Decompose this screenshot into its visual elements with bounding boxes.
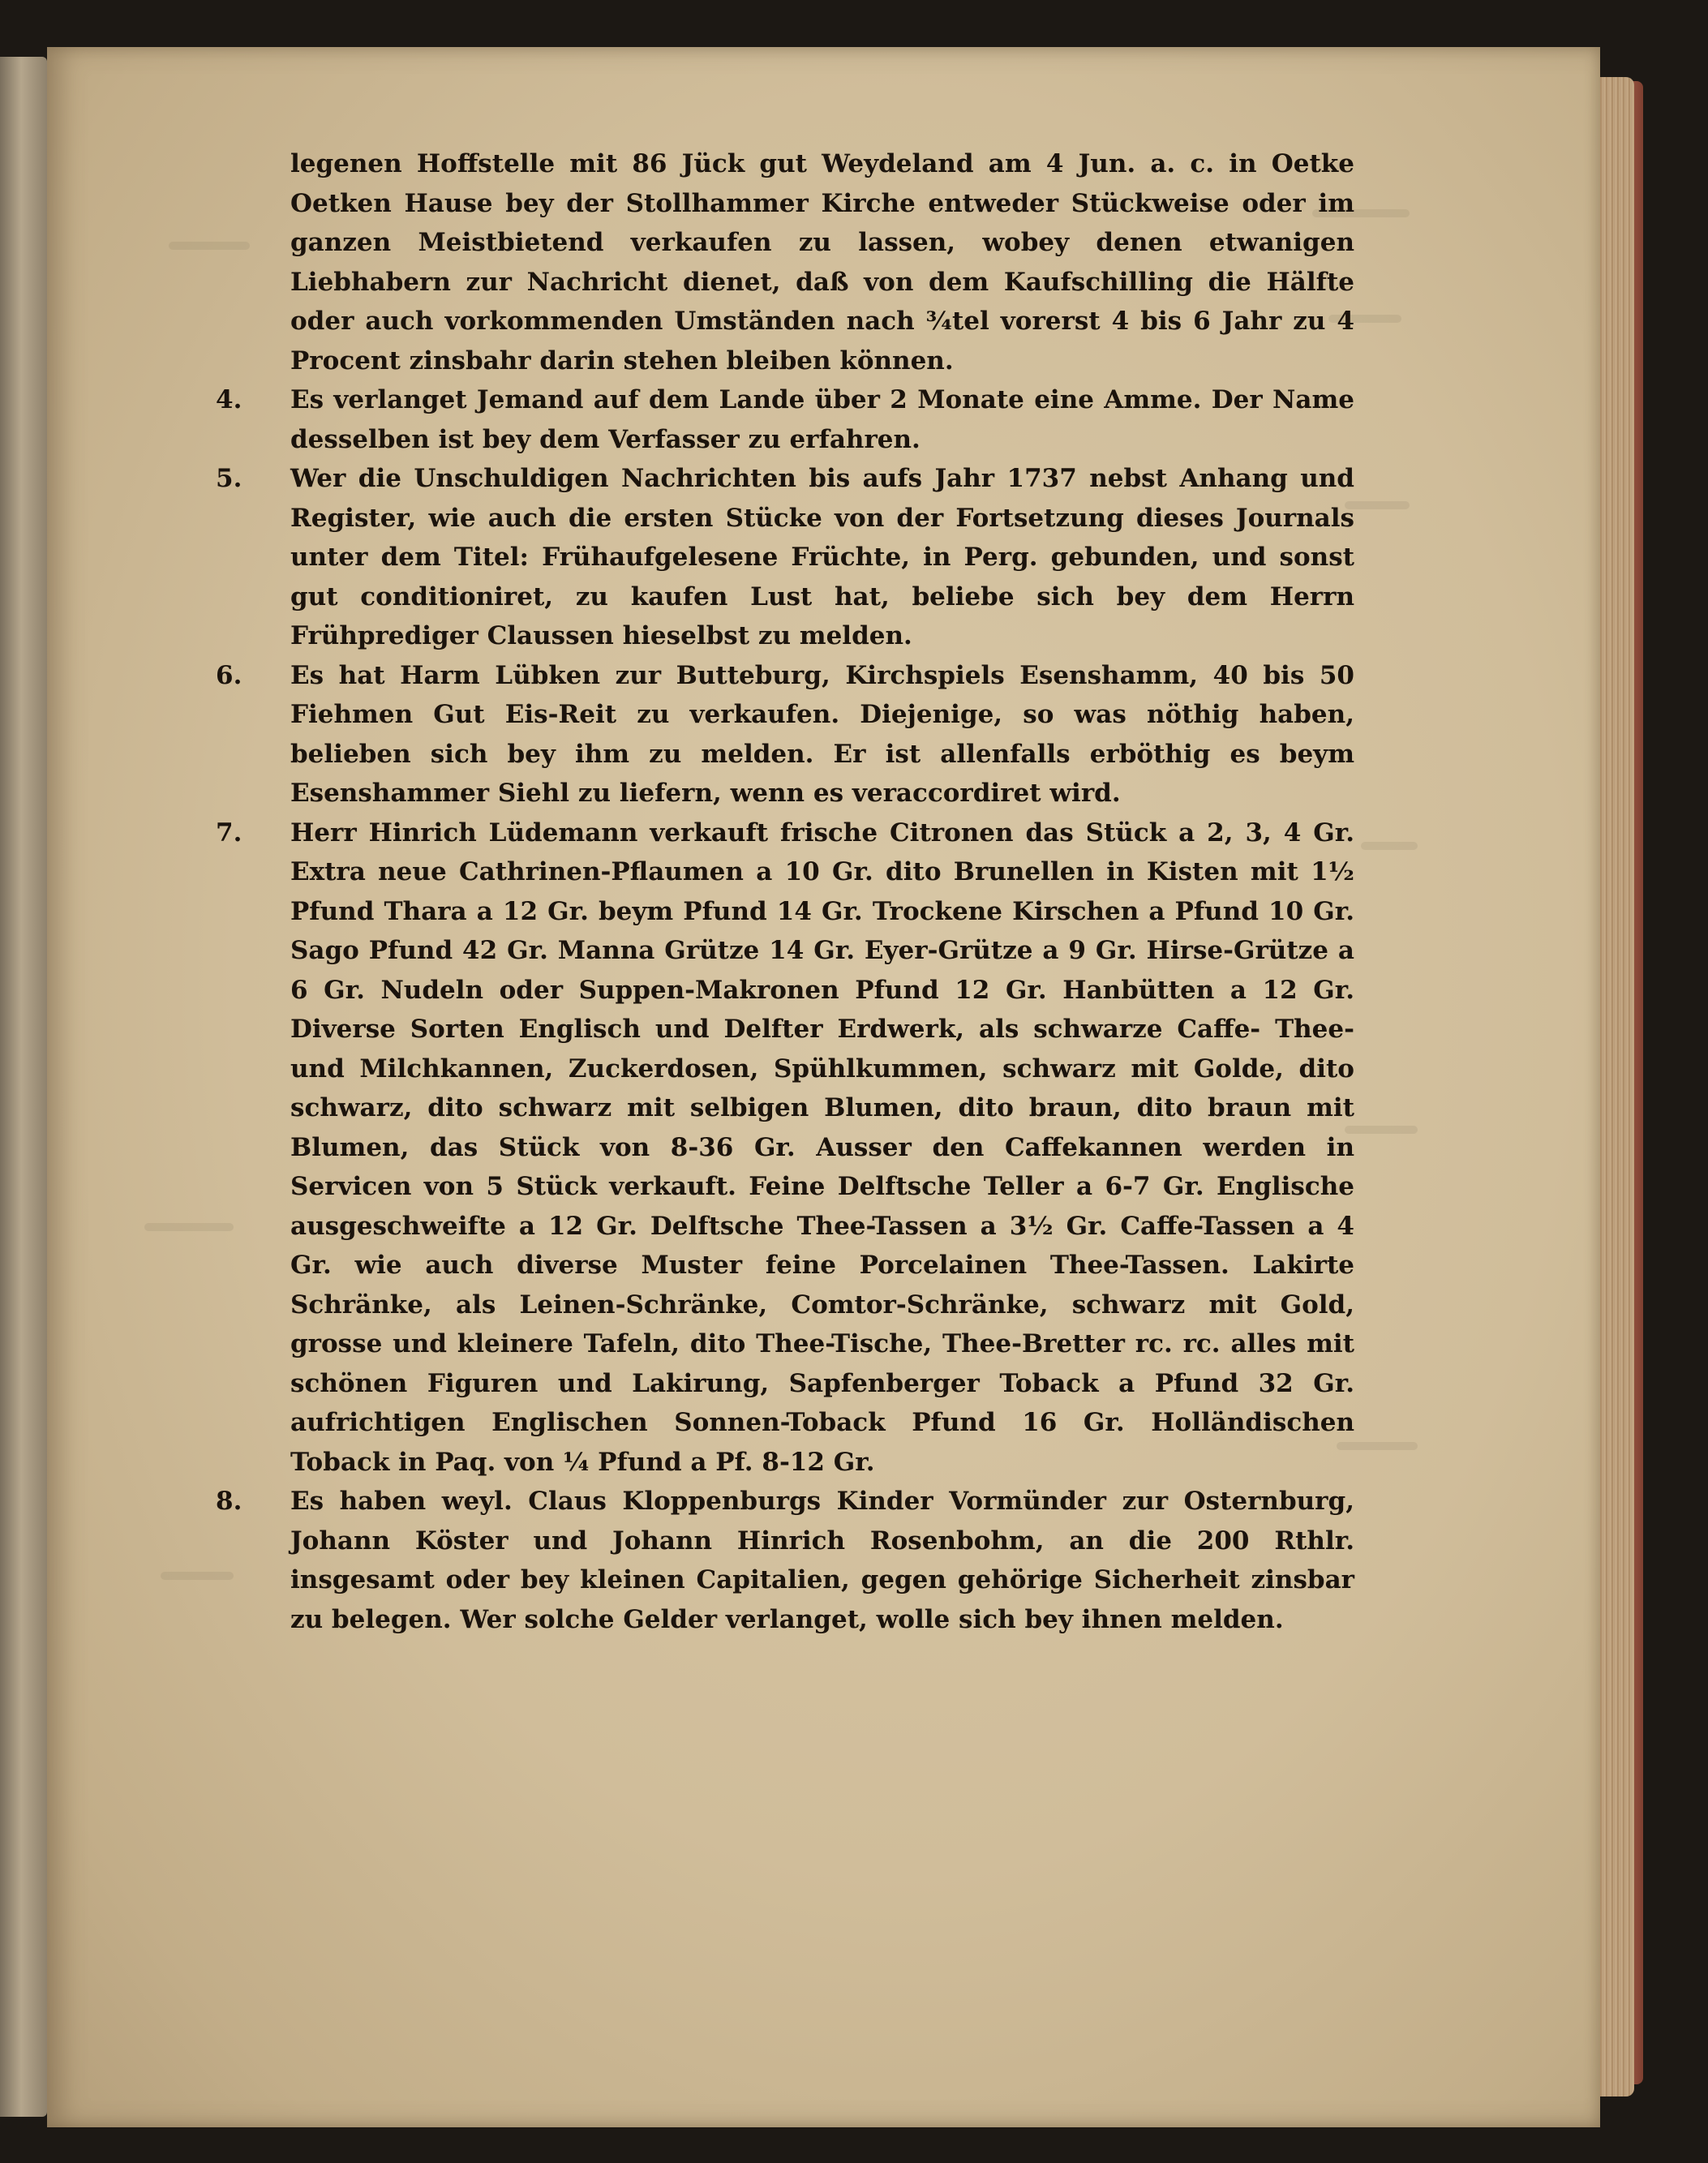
bleed-through-mark: [1361, 842, 1418, 850]
entry-4: [216, 380, 1354, 459]
entry-text: Wer die Unschuldigen Nachrichten bis aufs Jahr 1737 nebst Anhang und Register, wie auch die ersten Stücke von der Fortsetzung dieses Journals unter dem Titel: Frühaufgelesene Früchte, in Perg. gebunden, und sonst gut conditioniret, zu kaufen Lust hat, beliebe sich bey dem Herrn Frühprediger Claussen hieselbst zu melden.: [290, 464, 1354, 650]
bleed-through-mark: [1345, 501, 1410, 509]
entry-number: 8.: [216, 1487, 242, 1516]
entry-number: 7.: [216, 818, 242, 848]
entry-6: [216, 656, 1354, 813]
page-text: [216, 144, 1354, 1639]
entry-text: Herr Hinrich Lüdemann verkauft frische Citronen das Stück a 2, 3, 4 Gr. Extra neue Cathrinen-Pflaumen a 10 Gr. dito Brunellen in Kisten mit 1½ Pfund Thara a 12 Gr. beym Pfund 14 Gr. Trockene Kirschen a Pfund 10 Gr. Sago Pfund 42 Gr. Manna Grütze 14 Gr. Eyer-Grütze a 9 Gr. Hirse-Grütze a 6 Gr. Nudeln oder Suppen-Makronen Pfund 12 Gr. Hanbütten a 12 Gr. Diverse Sorten Englisch und Delfter Erdwerk, als schwarze Caffe- Thee- und Milchkannen, Zuckerdosen, Spühlkummen, schwarz mit Golde, dito schwarz, dito schwarz mit selbigen Blumen, dito braun, dito braun mit Blumen, das Stück von 8-36 Gr. Ausser den Caffekannen werden in Servicen von 5 Stück verkauft. Feine Delftsche Teller a 6-7 Gr. Englische ausgeschweifte a 12 Gr. Delftsche Thee-Tassen a 3½ Gr. Caffe-Tassen a 4 Gr. wie auch diverse Muster feine Porcelainen Thee-Tassen. Lakirte Schränke, als Leinen-Schränke, Comtor-Schränke, schwarz mit Gold, grosse und kleinere Tafeln, dito Thee-Tische, Thee-Bretter rc. rc. alles mit schönen Figuren und Lakirung, Sapfenberger Toback a Pfund 32 Gr. aufrichtigen Englischen Sonnen-Toback Pfund 16 Gr. Holländischen Toback in Paq. von ¼ Pfund a Pf. 8-12 Gr.: [290, 818, 1354, 1477]
entry-number: 4.: [216, 385, 242, 414]
entry-text: Es haben weyl. Claus Kloppenburgs Kinder Vormünder zur Osternburg, Johann Köster und Johann Hinrich Rosenbohm, an die 200 Rthlr. insgesamt oder bey kleinen Capitalien, gegen gehörige Sicherheit zinsbar zu belegen. Wer solche Gelder verlanget, wolle sich bey ihnen melden.: [290, 1487, 1354, 1634]
continued-paragraph: [290, 144, 1354, 380]
entry-number: 5.: [216, 464, 242, 493]
entry-text: Es verlanget Jemand auf dem Lande über 2 Monate eine Amme. Der Name desselben ist bey dem Verfasser zu erfahren.: [290, 385, 1354, 454]
left-page-edge: [0, 57, 47, 2117]
entry-text: Es hat Harm Lübken zur Butteburg, Kirchspiels Esenshamm, 40 bis 50 Fiehmen Gut Eis-Reit zu verkaufen. Diejenige, so was nöthig haben, belieben sich bey ihm zu melden. Er ist allenfalls erböthig es beym Esenshammer Siehl zu liefern, wenn es veraccordiret wird.: [290, 660, 1354, 808]
paragraph-text: legenen Hoffstelle mit 86 Jück gut Weydeland am 4 Jun. a. c. in Oetke Oetken Hause bey der Stollhammer Kirche entweder Stückweise oder im ganzen Meistbietend verkaufen zu lassen, wobey denen etwanigen Liebhabern zur Nachricht dienet, daß von dem Kaufschilling die Hälfte oder auch vorkommenden Umständen nach ¾tel vorerst 4 bis 6 Jahr zu 4 Procent zinsbahr darin stehen bleiben können.: [290, 149, 1354, 376]
entry-7: [216, 813, 1354, 1483]
bleed-through-mark: [1345, 1126, 1418, 1134]
entry-number: 6.: [216, 660, 242, 690]
entry-5: [216, 459, 1354, 656]
entry-8: [216, 1482, 1354, 1639]
